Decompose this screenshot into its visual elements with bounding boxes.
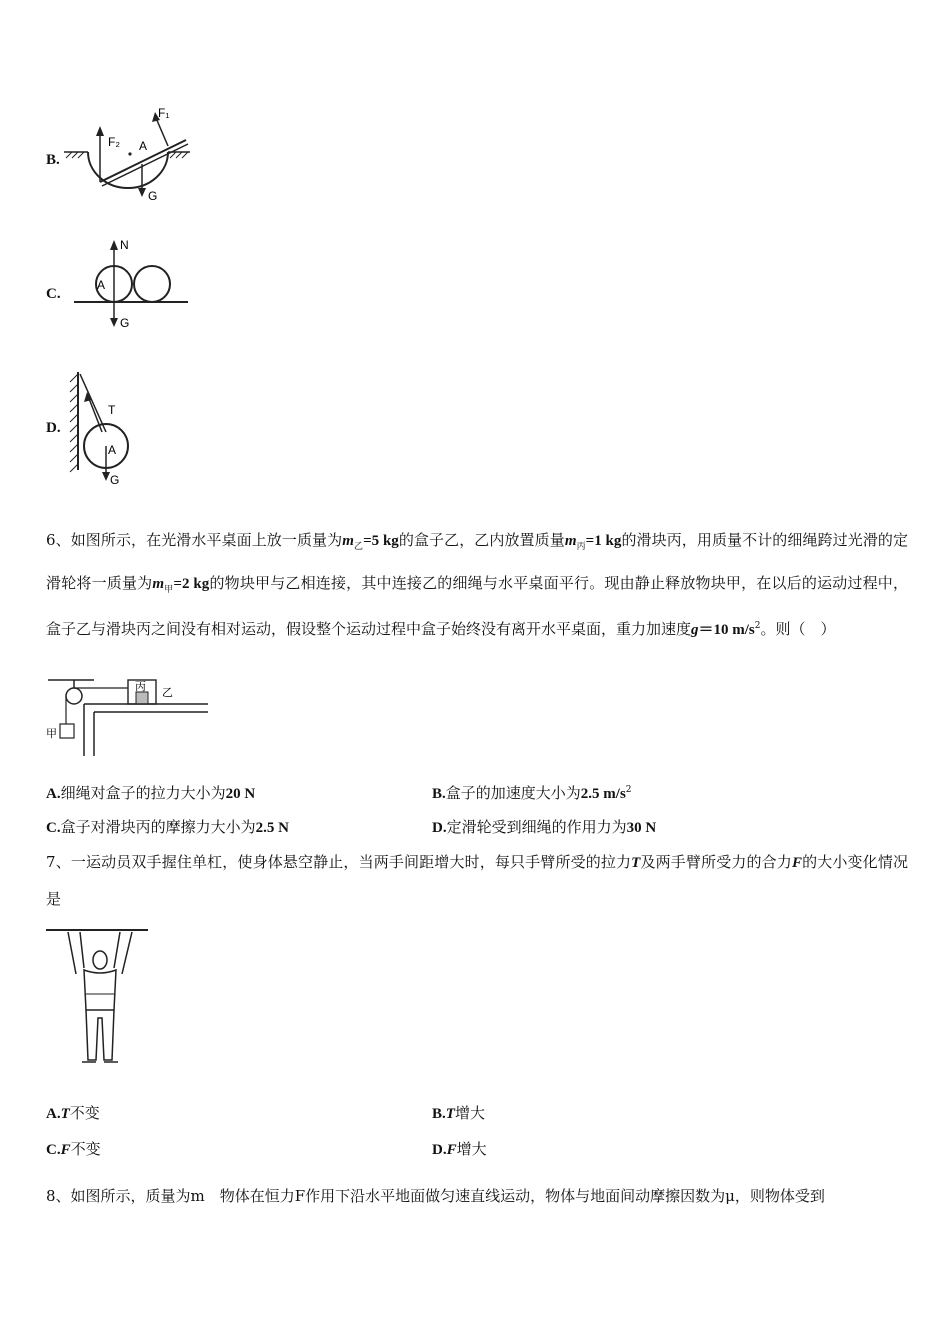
option-variable: F (446, 1142, 457, 1158)
q7-option-b[interactable] (432, 1102, 485, 1123)
option-text: 不变 (70, 1140, 101, 1158)
option-c-label: C. (46, 286, 61, 302)
g-label: G (148, 189, 158, 203)
option-letter: D. (432, 1142, 447, 1158)
question-8-stem (46, 1178, 908, 1214)
q6-mass-symbol: m (564, 533, 577, 549)
bing-label: 丙 (135, 681, 146, 693)
option-text: 盒子的加速度大小为 (445, 784, 581, 802)
q6-text-5: 。则（ ） (760, 620, 836, 638)
q7-f-symbol: F (791, 855, 802, 871)
f1-label: F₁ (158, 106, 170, 120)
option-variable: T (60, 1106, 70, 1122)
q6-mass-symbol: m (342, 533, 354, 549)
option-text: 定滑轮受到细绳的作用力为 (446, 818, 627, 836)
question-7-stem (46, 844, 908, 917)
option-variable: F (60, 1142, 71, 1158)
option-text: 不变 (69, 1104, 100, 1122)
option-value: 30 N (626, 820, 657, 836)
q6-mass-bing-value: =1 kg (585, 533, 622, 549)
q6-text-4: 的物块甲与乙相连接，其中连接乙的细绳与水平桌面平行。现由静止释放物块甲，在以后的运动过程中，盒子乙与滑块丙之间没有相对运动，假设整个运动过程中盒子始终没有离开水平桌面，重力加速度 (46, 574, 908, 638)
option-value: 2.5 N (255, 820, 289, 836)
q6-pulley-figure (44, 674, 219, 760)
q6-sub-jia: 甲 (164, 585, 174, 595)
point-a-label: A (139, 139, 148, 153)
q6-option-d[interactable] (432, 816, 656, 837)
q7-option-d[interactable] (432, 1138, 487, 1159)
t-label: T (108, 403, 116, 417)
option-text: 细绳对盒子的拉力大小为 (60, 784, 226, 802)
option-text: 盒子对滑块丙的摩擦力大小为 (60, 818, 256, 836)
ball-a-label: A (108, 443, 117, 457)
q7-t-symbol: T (631, 855, 641, 871)
option-letter: B. (432, 786, 446, 802)
option-d-label: D. (46, 420, 61, 436)
option-text: 增大 (454, 1104, 485, 1122)
q6-mass-yi-value: =5 kg (363, 533, 399, 549)
q6-option-a[interactable] (46, 782, 255, 803)
n-label: N (120, 238, 129, 252)
q6-g-value: ＝10 m/s (698, 622, 755, 638)
yi-label: 乙 (162, 687, 173, 699)
jia-label: 甲 (46, 728, 57, 740)
option-letter: D. (432, 820, 447, 836)
option-b-label: B. (46, 152, 60, 168)
q7-text-1: 7、一运动员双手握住单杠，使身体悬空静止，当两手间距增大时，每只手臂所受的拉力 (46, 853, 632, 871)
f2-label: F₂ (108, 135, 120, 149)
option-value: 20 N (225, 786, 256, 802)
q6-text-1: 6、如图所示，在光滑水平桌面上放一质量为 (46, 531, 343, 549)
q6-option-c[interactable] (46, 816, 289, 837)
option-letter: C. (46, 820, 61, 836)
q6-text-2: 的盒子乙，乙内放置质量 (398, 531, 565, 549)
q7-athlete-figure (44, 924, 154, 1070)
q6-mass-symbol: m (152, 576, 165, 592)
option-text: 增大 (456, 1140, 487, 1158)
q6-g-symbol: g (691, 622, 699, 638)
q8-text: 8、如图所示，质量为m 物体在恒力F作用下沿水平地面做匀速直线运动，物体与地面间动摩擦因数为μ，则物体受到 (46, 1187, 825, 1205)
g-label: G (120, 316, 130, 330)
option-letter: A. (46, 1106, 61, 1122)
q7-text-3: 的大小变化情况是 (46, 853, 908, 908)
q6-sub-yi: 乙 (353, 542, 364, 552)
option-letter: A. (46, 786, 61, 802)
option-letter: C. (46, 1142, 61, 1158)
figure-c-two-balls (70, 232, 200, 332)
q6-sub-bing: 丙 (576, 542, 586, 552)
q6-option-b[interactable] (432, 782, 632, 803)
option-variable: T (445, 1106, 455, 1122)
q7-option-a[interactable] (46, 1102, 100, 1123)
q7-option-c[interactable] (46, 1138, 101, 1159)
option-value: 2.5 m/s (580, 786, 626, 802)
q7-text-2: 及两手臂所受力的合力 (640, 853, 792, 871)
q6-text-3: 的滑块丙，用质量不计的细绳跨过光滑的定滑轮将一质量为 (46, 531, 908, 592)
q6-g-exponent: 2 (754, 621, 761, 631)
ball-a-label: A (97, 278, 106, 292)
q6-mass-jia-value: =2 kg (173, 576, 210, 592)
option-exponent: 2 (625, 785, 632, 795)
question-6-stem (46, 522, 908, 648)
option-letter: B. (432, 1106, 446, 1122)
g-label: G (110, 473, 120, 487)
figure-b-hemispherical-bowl (60, 100, 200, 210)
figure-d-hanging-ball (64, 366, 154, 490)
